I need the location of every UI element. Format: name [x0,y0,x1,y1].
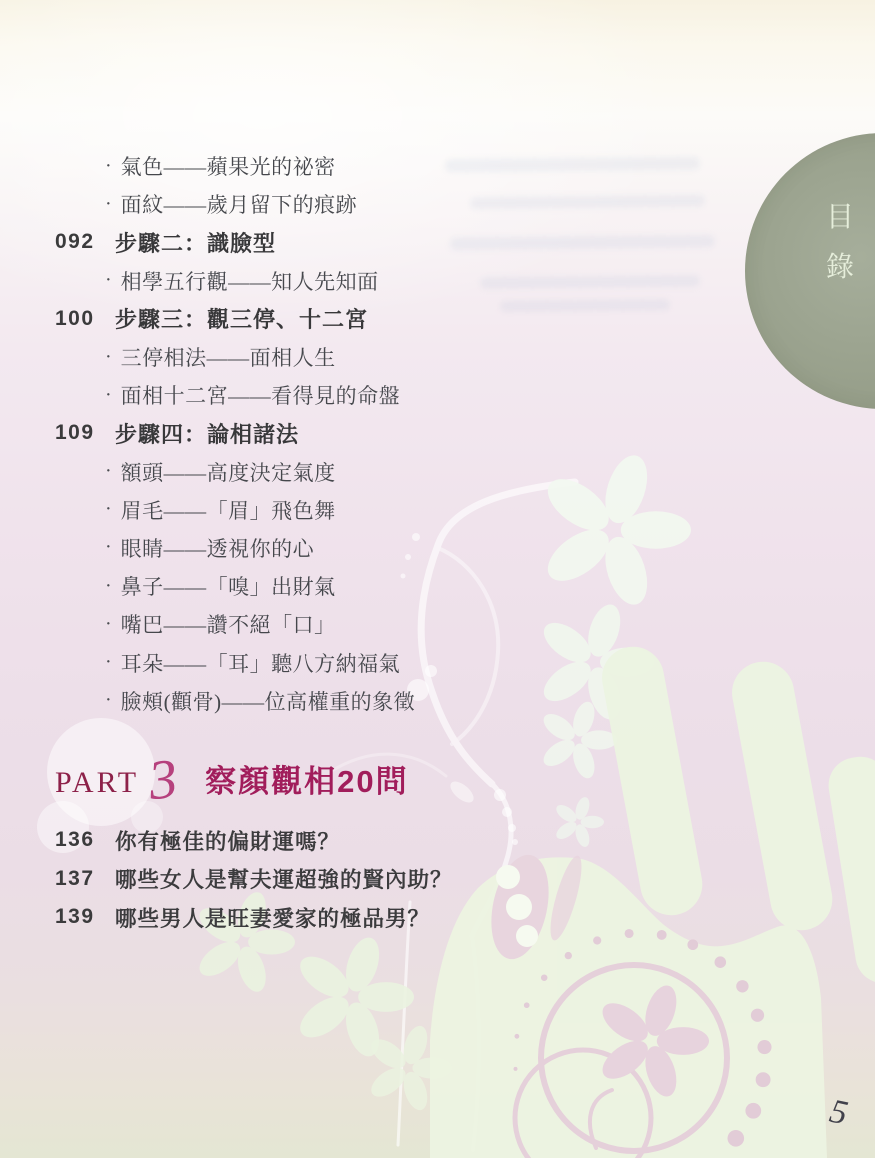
sub-entry-text: 額頭——高度決定氣度 [120,460,336,485]
toc-sub-row [55,529,615,567]
part-title: 察顏觀相20問 [205,764,409,799]
sub-entry-text: 三停相法——面相人生 [120,346,336,371]
sub-entry-text: 嘴巴——讚不絕「口」 [120,613,336,638]
part-label: PART [55,766,140,799]
toc-sub-row [55,567,615,605]
step-title: 步驟二：識臉型 [115,230,277,256]
toc-sub-row [55,338,615,376]
bullet-icon: · [105,383,112,406]
part-number: 3 [145,747,181,813]
bullet-icon: · [105,192,112,215]
toc-step-row [55,300,615,338]
bullet-icon: · [105,345,112,368]
bullet-icon: · [105,612,112,635]
entry-number: 139 [55,905,95,929]
step-title: 步驟三：觀三停、十二宮 [115,307,369,333]
sub-entry-text: 面相十二宮——看得見的命盤 [120,384,401,409]
sub-entry-text: 面紋——歲月留下的痕跡 [120,193,358,218]
contents-tab-label [826,204,854,282]
question-text: 哪些男人是旺妻愛家的極品男？ [115,906,431,931]
entry-number: 100 [55,306,95,330]
tab-char: 目 [826,202,855,233]
page-number: 5 [826,1092,851,1133]
bullet-icon: · [105,536,112,559]
hand-finger [825,753,875,988]
bullet-icon: · [105,460,112,483]
bullet-icon: · [105,498,112,521]
toc-sub-row [55,262,615,300]
toc-step-row [55,223,615,261]
sub-entry-text: 臉頰(顴骨)——位高權重的象徵 [120,689,416,714]
sub-entry-text: 氣色——蘋果光的祕密 [120,155,336,180]
toc-sub-row [55,682,615,720]
sub-entry-text: 眉毛——「眉」飛色舞 [120,498,336,523]
question-text: 你有極佳的偏財運嗎？ [115,829,341,854]
hand-finger [727,657,838,936]
entry-number: 092 [55,230,95,254]
toc-sub-row [55,185,615,223]
sub-entry-text: 耳朵——「耳」聽八方納福氣 [120,651,401,676]
toc-sub-row [55,453,615,491]
toc-sub-row [55,605,615,643]
toc-sub-row [55,491,615,529]
question-text: 哪些女人是幫夫運超強的賢內助？ [115,868,453,893]
bullet-icon: · [105,269,112,292]
entry-number: 109 [55,421,95,445]
sub-entry-text: 相學五行觀——知人先知面 [120,269,379,294]
toc-sub-row [55,376,615,414]
tab-char: 錄 [826,252,855,283]
bullet-icon: · [105,574,112,597]
toc-sub-row [55,643,615,681]
toc-step-row [55,414,615,452]
toc-list [55,147,615,720]
question-list [55,821,675,937]
toc-sub-row [55,147,615,185]
entry-number: 137 [55,866,95,890]
question-row [55,898,675,937]
question-row [55,860,675,899]
bullet-icon: · [105,154,112,177]
part-heading [55,742,409,818]
step-title: 步驟四：論相諸法 [115,421,300,447]
sub-entry-text: 眼睛——透視你的心 [120,536,315,561]
bullet-icon: · [105,689,112,712]
question-row [55,821,675,860]
entry-number: 136 [55,828,95,852]
sub-entry-text: 鼻子——「嗅」出財氣 [120,575,336,600]
bullet-icon: · [105,651,112,674]
